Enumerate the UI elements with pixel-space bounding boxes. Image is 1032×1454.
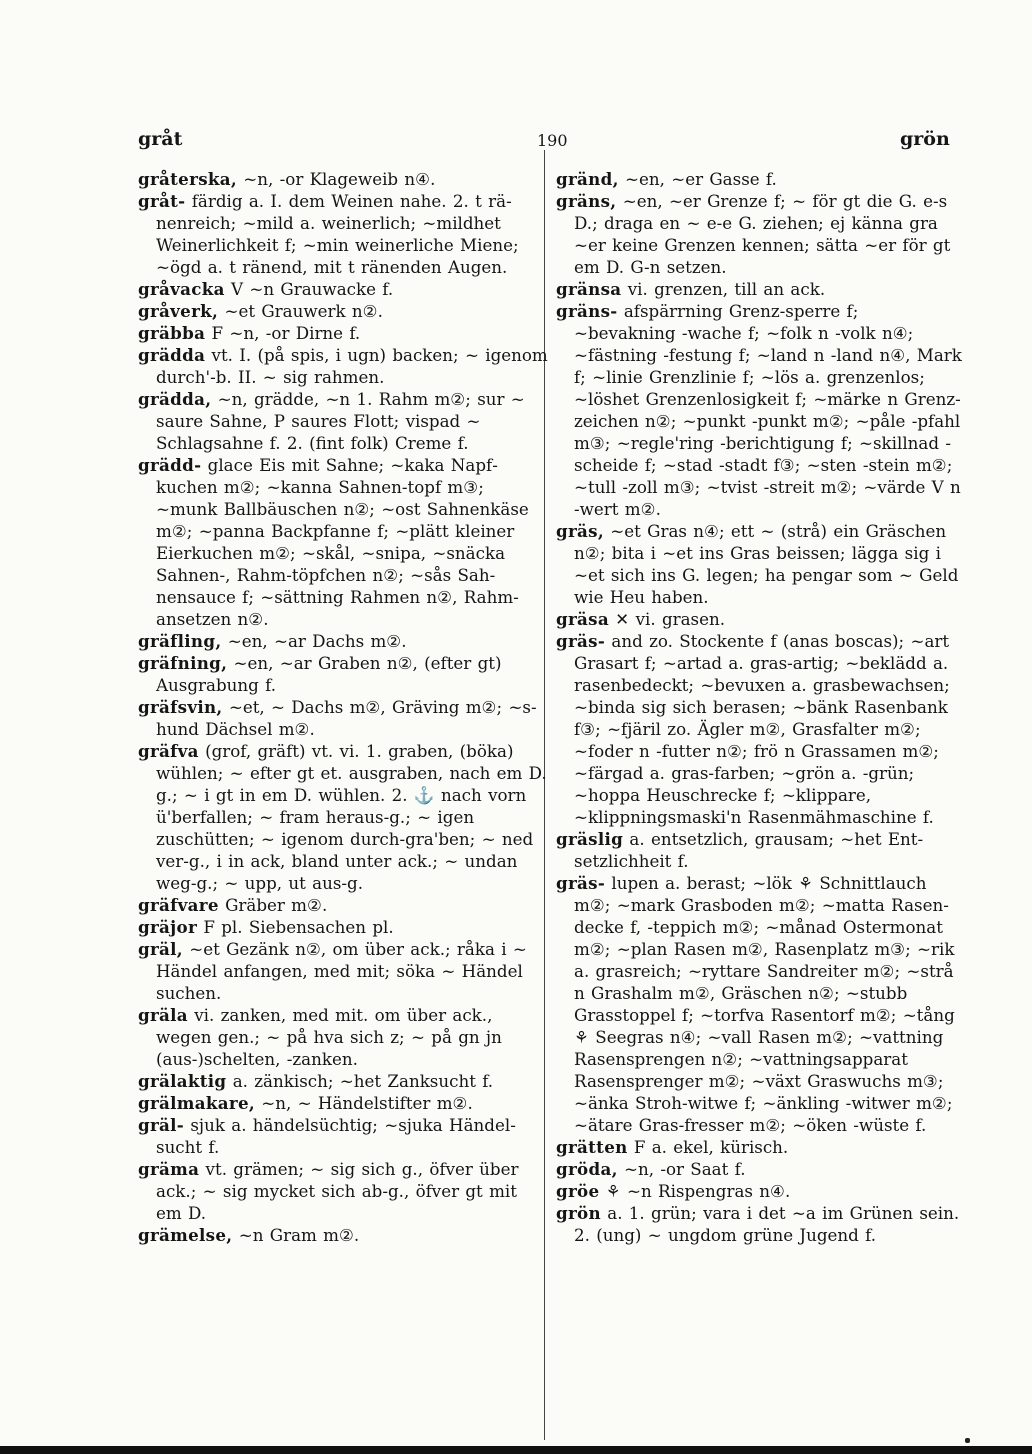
dictionary-entry	[138, 938, 548, 1004]
dictionary-entry	[138, 344, 548, 388]
dictionary-entry	[556, 872, 966, 1136]
dictionary-entry	[138, 916, 548, 938]
dictionary-entry	[138, 278, 548, 300]
dictionary-entry	[138, 1224, 548, 1246]
entry-definition: ⚘ ~n Rispengras n④.	[599, 1181, 791, 1201]
entry-definition: and zo. Stockente f (anas boscas); ~art Grasart f; ~artad a. gras-artig; ~beklädd a. rasenbedeckt; ~bevuxen a. grasbewachsen; ~binda sig sich berasen; ~bänk Rasenbank f③; ~fjäril zo. Ägler m②, Grasfalter m②; ~foder n -futter n②; frö n Grassamen m②; ~färgad a. gras-farben; ~grön a. -grün; ~hoppa Heuschrecke f; ~klippare, ~klippningsmaski'n Rasenmähmaschine f.	[574, 631, 950, 827]
headword: gräma	[138, 1159, 200, 1179]
entry-definition: F a. ekel, kürisch.	[627, 1137, 789, 1157]
headword: grädd-	[138, 455, 202, 475]
entry-definition: ✕ vi. grasen.	[608, 609, 726, 629]
entry-definition: ~et Gezänk n②, om über ack.; råka i ~ Händel anfangen, med mit; söka ~ Händel suchen.	[156, 939, 527, 1003]
dictionary-entry	[138, 300, 548, 322]
dictionary-entry	[556, 190, 966, 278]
entry-definition: sjuk a. händelsüchtig; ~sjuka Händelsucht f.	[156, 1115, 516, 1157]
left-column	[138, 168, 548, 1246]
entry-definition: ~n, ~ Händelstifter m②.	[254, 1093, 473, 1113]
headword: gräfling,	[138, 631, 222, 651]
entry-definition: lupen a. berast; ~lök ⚘ Schnittlauch m②; ~mark Grasboden m②; ~matta Rasendecke f, -teppich m②; ~månad Ostermonat m②; ~plan Rasen m②, Rasenplatz m③; ~rik a. grasreich; ~ryttare Sandreiter m②; ~strå n Grashalm m②, Gräschen n②; ~stubb Grasstoppel f; ~torfva Rasentorf m②; ~tång ⚘ Seegras n④; ~vall Rasen m②; ~vattning Rasensprengen n②; ~vattningsapparat Rasensprenger m②; ~växt Graswuchs m③; ~änka Stroh-witwe f; ~änkling -witwer m②; ~ätare Gras-fresser m②; ~öken -wüste f.	[574, 873, 955, 1135]
dictionary-entry	[138, 652, 548, 696]
headword: gräslig	[556, 829, 624, 849]
entry-definition: vt. grämen; ~ sig sich g., öfver über ack.; ~ sig mycket sich ab-g., öfver gt mit em D.	[156, 1159, 519, 1223]
dictionary-entry	[138, 1114, 548, 1158]
entry-definition: vi. grenzen, till an ack.	[621, 279, 826, 299]
headword: gräl-	[138, 1115, 185, 1135]
dictionary-entry	[138, 1158, 548, 1224]
headword: gräjor	[138, 917, 198, 937]
headword: gräfva	[138, 741, 199, 761]
dictionary-entry	[556, 608, 966, 630]
entry-definition: a. zänkisch; ~het Zanksucht f.	[226, 1071, 494, 1091]
headword: gröda,	[556, 1159, 618, 1179]
right-column	[556, 168, 966, 1246]
entry-definition: färdig a. I. dem Weinen nahe. 2. t ränenreich; ~mild a. weinerlich; ~mildhet Weinerlichkeit f; ~min weinerliche Miene; ~ögd a. t ränend, mit t ränenden Augen.	[156, 191, 519, 277]
dictionary-entry	[556, 828, 966, 872]
dictionary-entry	[138, 894, 548, 916]
headword: gräs,	[556, 521, 604, 541]
entry-definition: ~n Gram m②.	[232, 1225, 360, 1245]
scan-bottom-edge	[0, 1446, 1032, 1454]
page-number: 190	[537, 131, 568, 150]
entry-definition: F pl. Siebensachen pl.	[197, 917, 394, 937]
entry-definition: F ~n, -or Dirne f.	[205, 323, 361, 343]
entry-definition: a. entsetzlich, grausam; ~het Entsetzlichheit f.	[574, 829, 924, 871]
dictionary-entry	[556, 1136, 966, 1158]
headword: gråterska,	[138, 169, 237, 189]
dictionary-entry	[138, 388, 548, 454]
entry-definition: ~et, ~ Dachs m②, Gräving m②; ~s-hund Dächsel m②.	[156, 697, 537, 739]
dictionary-entry	[138, 740, 548, 894]
headword: gräfvare	[138, 895, 219, 915]
running-head-right: grön	[900, 128, 950, 150]
entry-definition: (grof, gräft) vt. vi. 1. graben, (böka) wühlen; ~ efter gt et. ausgraben, nach em D. g.; ~ i gt in em D. wühlen. 2. ⚓ nach vorn ü'berfallen; ~ fram heraus-g.; ~ igen zuschütten; ~ igenom durch-gra'ben; ~ ned ver-g., i in ack, bland unter ack.; ~ undan weg-g.; ~ upp, ut aus-g.	[156, 741, 547, 893]
dictionary-entry	[138, 454, 548, 630]
headword: grädda	[138, 345, 206, 365]
headword: gräns-	[556, 301, 618, 321]
entry-definition: ~en, ~er Gasse f.	[618, 169, 777, 189]
headword: grädda,	[138, 389, 212, 409]
dictionary-entry	[556, 300, 966, 520]
dictionary-entry	[138, 322, 548, 344]
entry-definition: ~n, -or Klageweib n④.	[236, 169, 436, 189]
headword: gräs-	[556, 631, 606, 651]
dictionary-entry	[138, 630, 548, 652]
headword: grämelse,	[138, 1225, 233, 1245]
headword: gräbba	[138, 323, 206, 343]
headword: gråt-	[138, 191, 186, 211]
entry-definition: glace Eis mit Sahne; ~kaka Napfkuchen m②; ~kanna Sahnen-topf m③; ~munk Ballbäuschen n②; ~ost Sahnenkäse m②; ~panna Backpfanne f; ~plätt kleiner Eierkuchen m②; ~skål, ~snipa, ~snäcka Sahnen-, Rahm-töpfchen n②; ~sås Sahnensauce f; ~sättning Rahmen n②, Rahmansetzen n②.	[156, 455, 529, 629]
dictionary-entry	[138, 168, 548, 190]
entry-definition: afspärrning Grenz-sperre f; ~bevakning -wache f; ~folk n -volk n④; ~fästning -festung f; ~land n -land n④, Mark f; ~linie Grenzlinie f; ~lös a. grenzenlos; ~löshet Grenzenlosigkeit f; ~märke n Grenz-zeichen n②; ~punkt -punkt m②; ~påle -pfahl m③; ~regle'ring -berichtigung f; ~skillnad -scheide f; ~stad -stadt f③; ~sten -stein m②; ~tull -zoll m③; ~tvist -streit m②; ~värde V n -wert m②.	[574, 301, 962, 519]
dictionary-entry	[138, 190, 548, 278]
dictionary-entry	[138, 1092, 548, 1114]
headword: gräs-	[556, 873, 606, 893]
dictionary-entry	[556, 278, 966, 300]
entry-definition: ~et Grauwerk n②.	[218, 301, 383, 321]
headword: gränsa	[556, 279, 622, 299]
headword: gråverk,	[138, 301, 219, 321]
headword: gräl,	[138, 939, 183, 959]
headword: gräla	[138, 1005, 188, 1025]
entry-definition: vt. I. (på spis, i ugn) backen; ~ igenom durch'-b. II. ~ sig rahmen.	[156, 345, 548, 387]
entry-definition: vi. zanken, med mit. om über ack., wegen gen.; ~ på hva sich z; ~ på gn jn (aus-)schelten, -zanken.	[156, 1005, 502, 1069]
dictionary-entry	[556, 1180, 966, 1202]
headword: grön	[556, 1203, 601, 1223]
running-head-left: gråt	[138, 128, 183, 150]
entry-definition: ~n, -or Saat f.	[617, 1159, 746, 1179]
headword: gränd,	[556, 169, 619, 189]
dictionary-entry	[138, 1004, 548, 1070]
headword: grälaktig	[138, 1071, 227, 1091]
entry-definition: V ~n Grauwacke f.	[224, 279, 394, 299]
headword: gräfsvin,	[138, 697, 223, 717]
dictionary-entry	[556, 520, 966, 608]
dictionary-entry	[556, 1158, 966, 1180]
entry-definition: ~en, ~ar Graben n②, (efter gt) Ausgrabung f.	[156, 653, 502, 695]
entry-definition: Gräber m②.	[218, 895, 328, 915]
headword: grälmakare,	[138, 1093, 255, 1113]
entry-definition: ~et Gras n④; ett ~ (strå) ein Gräschen n②; bita i ~et ins Gras beissen; lägga sig i ~et sich ins G. legen; ha pengar som ~ Geld wie Heu haben.	[574, 521, 959, 607]
entry-definition: ~en, ~er Grenze f; ~ för gt die G. e-s D.; draga en ~ e-e G. ziehen; ej känna gra ~er keine Grenzen kennen; sätta ~er för gt em D. G-n setzen.	[574, 191, 951, 277]
headword: gräns,	[556, 191, 617, 211]
dictionary-entry	[556, 630, 966, 828]
headword: gråvacka	[138, 279, 225, 299]
dictionary-entry	[556, 168, 966, 190]
entry-definition: ~n, grädde, ~n 1. Rahm m②; sur ~ saure Sahne, P saures Flott; vispad ~ Schlagsahne f. 2. (fint folk) Creme f.	[156, 389, 525, 453]
entry-definition: ~en, ~ar Dachs m②.	[221, 631, 407, 651]
dictionary-entry	[556, 1202, 966, 1246]
headword: grätten	[556, 1137, 628, 1157]
headword: gräsa	[556, 609, 609, 629]
dictionary-entry	[138, 1070, 548, 1092]
ink-speck	[965, 1438, 970, 1443]
headword: gröe	[556, 1181, 600, 1201]
entry-definition: a. 1. grün; vara i det ~a im Grünen sein. 2. (ung) ~ ungdom grüne Jugend f.	[574, 1203, 960, 1245]
dictionary-entry	[138, 696, 548, 740]
headword: gräfning,	[138, 653, 228, 673]
